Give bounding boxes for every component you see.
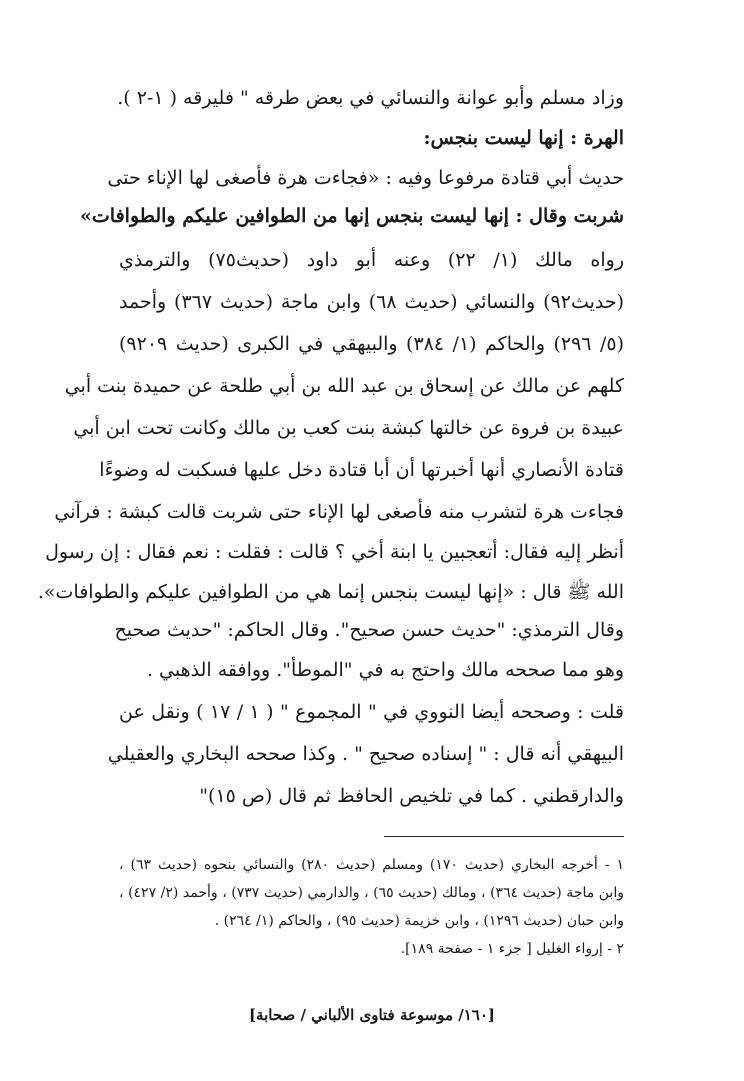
- text-line: حديث أبي قتادة مرفوعا وفيه : «فجاءت هرة فأصغى لها الإناء حتى: [107, 167, 624, 189]
- section-heading: الهرة : إنها ليست بنجس:: [423, 127, 624, 149]
- text-line: شربت وقال : إنها ليست بنجس إنها من الطوافين عليكم والطوافات»: [80, 205, 624, 227]
- text-line: أنظر إليه فقال: أتعجبين يا ابنة أخي ؟ قالت : فقلت : نعم فقال : إن رسول: [45, 541, 624, 563]
- text-line: البيهقي أنه قال : " إسناده صحيح " . وكذا صححه البخاري والعقيلي: [107, 743, 624, 765]
- text-line: عبيدة بن فروة عن خالتها كبشة بنت كعب بن مالك وكانت تحت ابن أبي: [73, 417, 624, 439]
- text-line: والدارقطني . كما في تلخيص الحافظ ثم قال (ص ١٥)": [199, 785, 624, 807]
- text-line: (٥/ ٢٩٦) والحاكم (١/ ٣٨٤) والبيهقي في الكبرى (حديث ٩٢٠٩): [119, 333, 624, 355]
- text-line: وهو مما صححه مالك واحتج به في "الموطأ". ووافقه الذهبي .: [146, 659, 624, 681]
- footnote-line: وابن حبان (حديث ١٢٩٦) ، وابن خزيمة (حديث ٩٥) ، والحاكم (١/ ٢٦٤) .: [214, 913, 624, 929]
- text-line: قتادة الأنصاري أنها أخبرتها أن أبا قتادة دخل عليها فسكبت له وضوءًا: [99, 459, 624, 481]
- text-line: وقال الترمذي: "حديث حسن صحيح". وقال الحاكم: "حديث صحيح: [114, 619, 624, 641]
- text-line: كلهم عن مالك عن إسحاق بن عبد الله بن أبي طلحة عن حميدة بنت أبي: [64, 375, 624, 397]
- footnote-line: وابن ماجة (حديث ٣٦٤) ، ومالك (حديث ٦٥) ، والدارمي (حديث ٧٣٧) ، وأحمد (٢/ ٤٢٧) ،: [119, 885, 624, 901]
- text-line: رواه مالك (١/ ٢٢) وعنه أبو داود (حديث٧٥) والترمذي: [119, 249, 625, 271]
- text-line: وزاد مسلم وأبو عوانة والنسائي في بعض طرقه " فليرقه ( ١-٢ ).: [117, 87, 624, 109]
- text-line: الله ﷺ قال : «إنها ليست بنجس إنما هي من الطوافين عليكم والطوافات».: [37, 581, 624, 603]
- footnote-line: ١ - أخرجه البخاري (حديث ١٧٠) ومسلم (حديث ٢٨٠) والنسائي بنحوه (حديث ٦٣) ،: [119, 857, 625, 873]
- page-footer: [١٦٠/ موسوعة فتاوى الألباني / صحابة]: [248, 1006, 496, 1024]
- text-line: قلت : وصححه أيضا النووي في " المجموع " ( ١ / ١٧ ) ونقل عن: [119, 701, 624, 723]
- footnote-line: ٢ - إرواء الغليل [ جزء ١ - صفحة ١٨٩].: [400, 941, 624, 957]
- footnote-divider: [384, 836, 624, 837]
- text-line: (حديث٩٢) والنسائي (حديث ٦٨) وابن ماجة (حديث ٣٦٧) وأحمد: [119, 291, 625, 313]
- text-line: فجاءت هرة لتشرب منه فأصغى لها الإناء حتى شربت قالت كبشة : فرآني: [54, 501, 624, 523]
